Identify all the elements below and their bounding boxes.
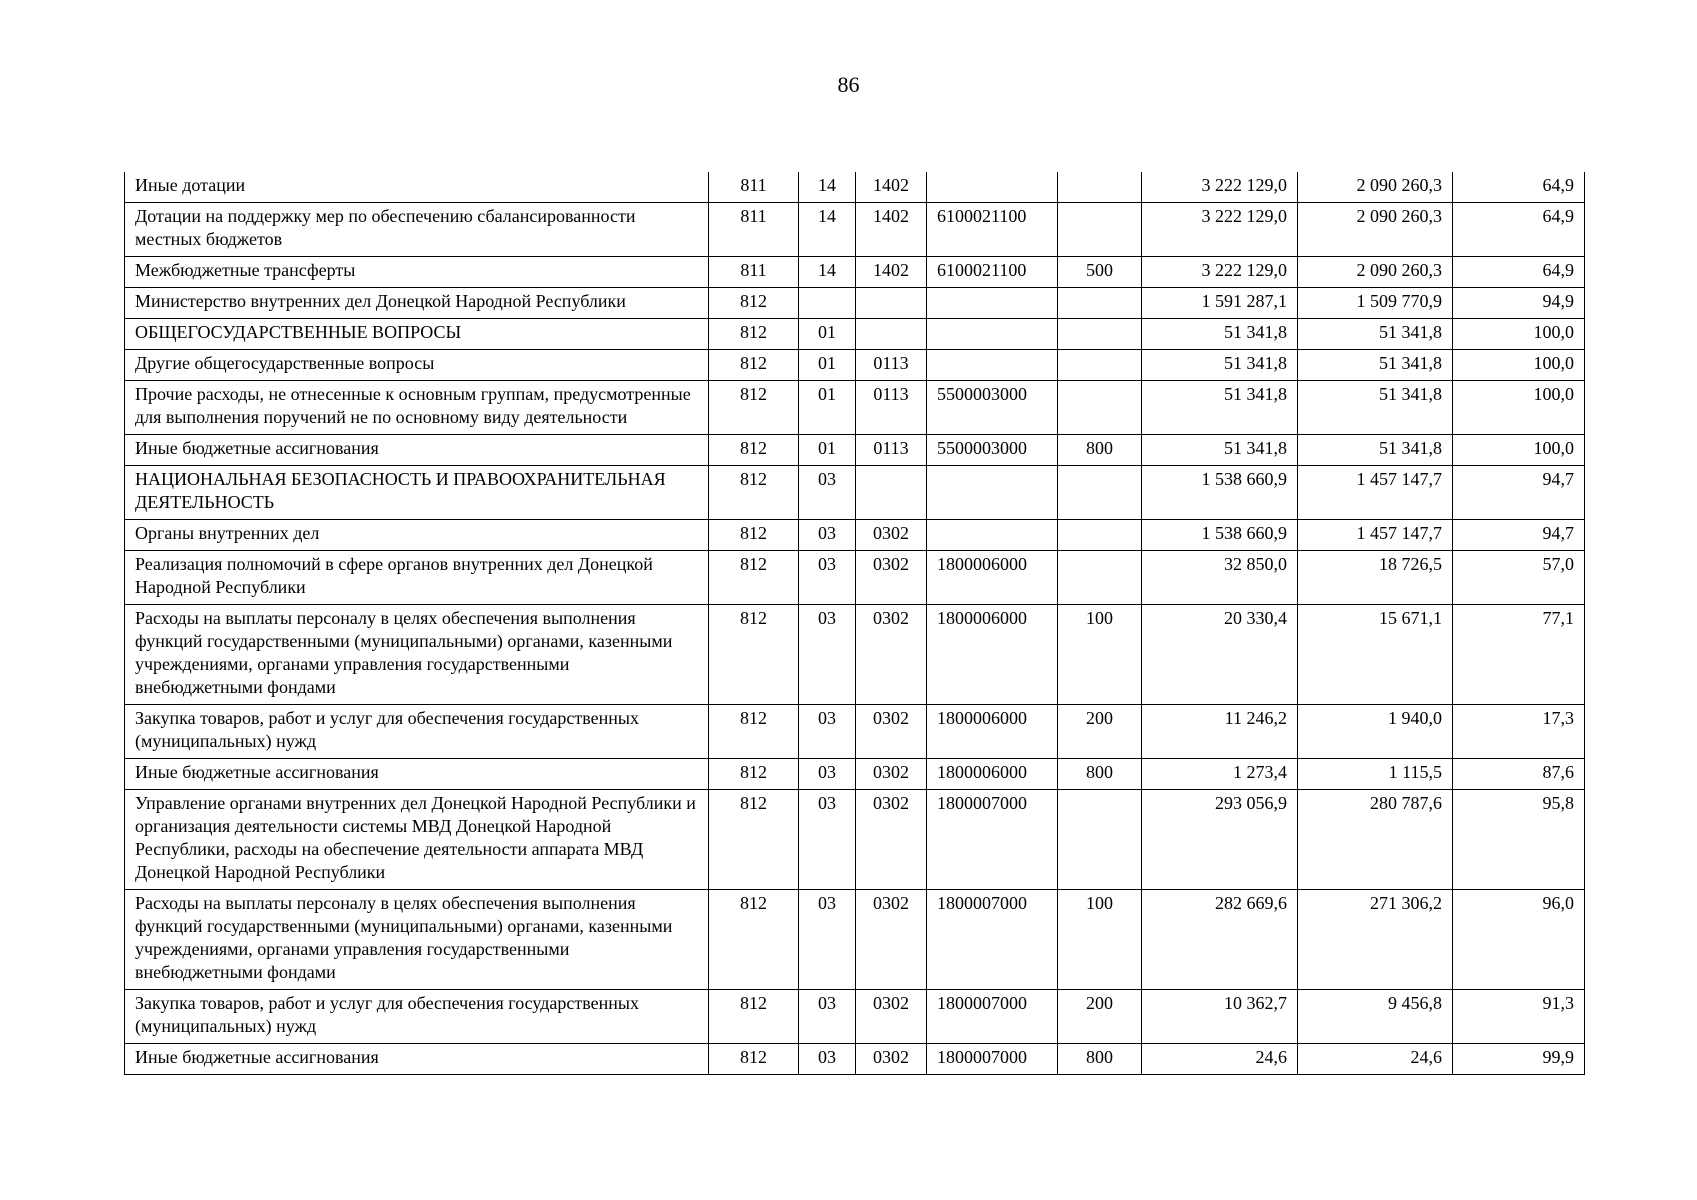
section-code-cell: 03 xyxy=(799,520,856,551)
admin-code-cell: 812 xyxy=(709,288,799,319)
actual-amount-cell: 1 509 770,9 xyxy=(1298,288,1453,319)
table-row xyxy=(125,172,1585,203)
table-row xyxy=(125,890,1585,990)
admin-code-cell: 812 xyxy=(709,350,799,381)
expense-type-cell: 800 xyxy=(1058,435,1142,466)
subsection-code-cell: 1402 xyxy=(856,172,927,203)
percent-cell: 94,9 xyxy=(1453,288,1585,319)
expense-type-cell xyxy=(1058,381,1142,435)
plan-amount-cell: 1 538 660,9 xyxy=(1142,466,1298,520)
section-code-cell xyxy=(799,288,856,319)
section-code-cell: 14 xyxy=(799,257,856,288)
row-name-cell: НАЦИОНАЛЬНАЯ БЕЗОПАСНОСТЬ И ПРАВООХРАНИТЕЛЬНАЯ ДЕЯТЕЛЬНОСТЬ xyxy=(125,466,709,520)
target-article-cell xyxy=(927,466,1058,520)
subsection-code-cell: 0113 xyxy=(856,350,927,381)
expense-type-cell: 800 xyxy=(1058,1044,1142,1075)
admin-code-cell: 812 xyxy=(709,890,799,990)
target-article-cell: 1800006000 xyxy=(927,759,1058,790)
admin-code-cell: 812 xyxy=(709,790,799,890)
expense-type-cell xyxy=(1058,466,1142,520)
plan-amount-cell: 51 341,8 xyxy=(1142,350,1298,381)
actual-amount-cell: 51 341,8 xyxy=(1298,381,1453,435)
subsection-code-cell: 0302 xyxy=(856,1044,927,1075)
plan-amount-cell: 3 222 129,0 xyxy=(1142,203,1298,257)
target-article-cell: 1800006000 xyxy=(927,605,1058,705)
expense-type-cell xyxy=(1058,172,1142,203)
actual-amount-cell: 1 457 147,7 xyxy=(1298,466,1453,520)
plan-amount-cell: 3 222 129,0 xyxy=(1142,257,1298,288)
expense-type-cell: 800 xyxy=(1058,759,1142,790)
target-article-cell: 5500003000 xyxy=(927,381,1058,435)
section-code-cell: 03 xyxy=(799,466,856,520)
actual-amount-cell: 1 457 147,7 xyxy=(1298,520,1453,551)
table-row xyxy=(125,790,1585,890)
subsection-code-cell: 1402 xyxy=(856,203,927,257)
section-code-cell: 01 xyxy=(799,350,856,381)
table-row xyxy=(125,381,1585,435)
expense-type-cell: 100 xyxy=(1058,890,1142,990)
table-row xyxy=(125,759,1585,790)
actual-amount-cell: 51 341,8 xyxy=(1298,350,1453,381)
percent-cell: 64,9 xyxy=(1453,257,1585,288)
expense-type-cell: 100 xyxy=(1058,605,1142,705)
target-article-cell xyxy=(927,319,1058,350)
percent-cell: 100,0 xyxy=(1453,381,1585,435)
actual-amount-cell: 24,6 xyxy=(1298,1044,1453,1075)
admin-code-cell: 811 xyxy=(709,257,799,288)
target-article-cell: 1800007000 xyxy=(927,990,1058,1044)
expense-type-cell xyxy=(1058,288,1142,319)
expense-type-cell xyxy=(1058,203,1142,257)
row-name-cell: Министерство внутренних дел Донецкой Народной Республики xyxy=(125,288,709,319)
row-name-cell: Другие общегосударственные вопросы xyxy=(125,350,709,381)
section-code-cell: 03 xyxy=(799,551,856,605)
row-name-cell: Прочие расходы, не отнесенные к основным группам, предусмотренные для выполнения поручений не по основному виду деятельности xyxy=(125,381,709,435)
expense-type-cell: 200 xyxy=(1058,705,1142,759)
percent-cell: 64,9 xyxy=(1453,172,1585,203)
plan-amount-cell: 51 341,8 xyxy=(1142,381,1298,435)
expense-type-cell xyxy=(1058,551,1142,605)
row-name-cell: Расходы на выплаты персоналу в целях обеспечения выполнения функций государственными (муниципальными) органами, казенными учреждениями, органами управления государственными внебюджетными фондами xyxy=(125,890,709,990)
target-article-cell: 1800006000 xyxy=(927,551,1058,605)
plan-amount-cell: 24,6 xyxy=(1142,1044,1298,1075)
row-name-cell: Иные бюджетные ассигнования xyxy=(125,759,709,790)
subsection-code-cell xyxy=(856,319,927,350)
percent-cell: 87,6 xyxy=(1453,759,1585,790)
expense-type-cell xyxy=(1058,520,1142,551)
actual-amount-cell: 18 726,5 xyxy=(1298,551,1453,605)
percent-cell: 77,1 xyxy=(1453,605,1585,705)
admin-code-cell: 811 xyxy=(709,172,799,203)
admin-code-cell: 812 xyxy=(709,990,799,1044)
percent-cell: 91,3 xyxy=(1453,990,1585,1044)
target-article-cell xyxy=(927,350,1058,381)
percent-cell: 100,0 xyxy=(1453,319,1585,350)
actual-amount-cell: 2 090 260,3 xyxy=(1298,203,1453,257)
percent-cell: 96,0 xyxy=(1453,890,1585,990)
percent-cell: 95,8 xyxy=(1453,790,1585,890)
plan-amount-cell: 282 669,6 xyxy=(1142,890,1298,990)
subsection-code-cell: 0113 xyxy=(856,435,927,466)
expense-type-cell: 200 xyxy=(1058,990,1142,1044)
percent-cell: 99,9 xyxy=(1453,1044,1585,1075)
expense-type-cell xyxy=(1058,319,1142,350)
percent-cell: 100,0 xyxy=(1453,435,1585,466)
subsection-code-cell: 0302 xyxy=(856,520,927,551)
target-article-cell xyxy=(927,172,1058,203)
expense-type-cell xyxy=(1058,350,1142,381)
budget-table xyxy=(124,172,1585,1075)
table-row xyxy=(125,520,1585,551)
table-body xyxy=(125,172,1585,1075)
actual-amount-cell: 51 341,8 xyxy=(1298,319,1453,350)
plan-amount-cell: 20 330,4 xyxy=(1142,605,1298,705)
target-article-cell: 1800006000 xyxy=(927,705,1058,759)
section-code-cell: 01 xyxy=(799,381,856,435)
subsection-code-cell: 0302 xyxy=(856,705,927,759)
percent-cell: 94,7 xyxy=(1453,466,1585,520)
subsection-code-cell xyxy=(856,466,927,520)
subsection-code-cell: 0302 xyxy=(856,790,927,890)
subsection-code-cell: 0302 xyxy=(856,759,927,790)
actual-amount-cell: 1 940,0 xyxy=(1298,705,1453,759)
row-name-cell: Дотации на поддержку мер по обеспечению сбалансированности местных бюджетов xyxy=(125,203,709,257)
percent-cell: 94,7 xyxy=(1453,520,1585,551)
admin-code-cell: 812 xyxy=(709,551,799,605)
actual-amount-cell: 15 671,1 xyxy=(1298,605,1453,705)
admin-code-cell: 812 xyxy=(709,605,799,705)
row-name-cell: Закупка товаров, работ и услуг для обеспечения государственных (муниципальных) нужд xyxy=(125,705,709,759)
actual-amount-cell: 1 115,5 xyxy=(1298,759,1453,790)
table-row xyxy=(125,435,1585,466)
row-name-cell: Иные бюджетные ассигнования xyxy=(125,435,709,466)
table-row xyxy=(125,605,1585,705)
plan-amount-cell: 51 341,8 xyxy=(1142,319,1298,350)
admin-code-cell: 812 xyxy=(709,759,799,790)
subsection-code-cell: 0302 xyxy=(856,990,927,1044)
row-name-cell: Иные бюджетные ассигнования xyxy=(125,1044,709,1075)
subsection-code-cell: 0113 xyxy=(856,381,927,435)
subsection-code-cell: 0302 xyxy=(856,551,927,605)
section-code-cell: 03 xyxy=(799,890,856,990)
row-name-cell: Расходы на выплаты персоналу в целях обеспечения выполнения функций государственными (муниципальными) органами, казенными учреждениями, органами управления государственными внебюджетными фондами xyxy=(125,605,709,705)
section-code-cell: 03 xyxy=(799,1044,856,1075)
actual-amount-cell: 280 787,6 xyxy=(1298,790,1453,890)
actual-amount-cell: 9 456,8 xyxy=(1298,990,1453,1044)
table-row xyxy=(125,288,1585,319)
table-row xyxy=(125,350,1585,381)
table-row xyxy=(125,319,1585,350)
target-article-cell: 6100021100 xyxy=(927,203,1058,257)
percent-cell: 64,9 xyxy=(1453,203,1585,257)
target-article-cell xyxy=(927,520,1058,551)
table-row xyxy=(125,705,1585,759)
percent-cell: 57,0 xyxy=(1453,551,1585,605)
actual-amount-cell: 51 341,8 xyxy=(1298,435,1453,466)
subsection-code-cell: 1402 xyxy=(856,257,927,288)
plan-amount-cell: 3 222 129,0 xyxy=(1142,172,1298,203)
actual-amount-cell: 271 306,2 xyxy=(1298,890,1453,990)
target-article-cell: 1800007000 xyxy=(927,1044,1058,1075)
admin-code-cell: 811 xyxy=(709,203,799,257)
target-article-cell: 6100021100 xyxy=(927,257,1058,288)
expense-type-cell xyxy=(1058,790,1142,890)
row-name-cell: Иные дотации xyxy=(125,172,709,203)
admin-code-cell: 812 xyxy=(709,381,799,435)
page-number: 86 xyxy=(837,72,860,97)
section-code-cell: 03 xyxy=(799,790,856,890)
plan-amount-cell: 293 056,9 xyxy=(1142,790,1298,890)
admin-code-cell: 812 xyxy=(709,520,799,551)
row-name-cell: Управление органами внутренних дел Донецкой Народной Республики и организация деятельности системы МВД Донецкой Народной Республики, расходы на обеспечение деятельности аппарата МВД Донецкой Народной Республики xyxy=(125,790,709,890)
section-code-cell: 03 xyxy=(799,605,856,705)
table-row xyxy=(125,466,1585,520)
section-code-cell: 14 xyxy=(799,203,856,257)
plan-amount-cell: 51 341,8 xyxy=(1142,435,1298,466)
row-name-cell: Закупка товаров, работ и услуг для обеспечения государственных (муниципальных) нужд xyxy=(125,990,709,1044)
admin-code-cell: 812 xyxy=(709,705,799,759)
expense-type-cell: 500 xyxy=(1058,257,1142,288)
plan-amount-cell: 10 362,7 xyxy=(1142,990,1298,1044)
plan-amount-cell: 11 246,2 xyxy=(1142,705,1298,759)
row-name-cell: Органы внутренних дел xyxy=(125,520,709,551)
row-name-cell: ОБЩЕГОСУДАРСТВЕННЫЕ ВОПРОСЫ xyxy=(125,319,709,350)
target-article-cell: 1800007000 xyxy=(927,890,1058,990)
table-row xyxy=(125,257,1585,288)
actual-amount-cell: 2 090 260,3 xyxy=(1298,257,1453,288)
admin-code-cell: 812 xyxy=(709,319,799,350)
section-code-cell: 14 xyxy=(799,172,856,203)
admin-code-cell: 812 xyxy=(709,1044,799,1075)
table-row xyxy=(125,1044,1585,1075)
plan-amount-cell: 1 273,4 xyxy=(1142,759,1298,790)
subsection-code-cell: 0302 xyxy=(856,605,927,705)
admin-code-cell: 812 xyxy=(709,435,799,466)
plan-amount-cell: 32 850,0 xyxy=(1142,551,1298,605)
section-code-cell: 03 xyxy=(799,990,856,1044)
plan-amount-cell: 1 538 660,9 xyxy=(1142,520,1298,551)
percent-cell: 100,0 xyxy=(1453,350,1585,381)
section-code-cell: 03 xyxy=(799,759,856,790)
percent-cell: 17,3 xyxy=(1453,705,1585,759)
admin-code-cell: 812 xyxy=(709,466,799,520)
target-article-cell xyxy=(927,288,1058,319)
subsection-code-cell xyxy=(856,288,927,319)
table-row xyxy=(125,990,1585,1044)
section-code-cell: 03 xyxy=(799,705,856,759)
table-row xyxy=(125,203,1585,257)
row-name-cell: Реализация полномочий в сфере органов внутренних дел Донецкой Народной Республики xyxy=(125,551,709,605)
target-article-cell: 5500003000 xyxy=(927,435,1058,466)
actual-amount-cell: 2 090 260,3 xyxy=(1298,172,1453,203)
table-row xyxy=(125,551,1585,605)
row-name-cell: Межбюджетные трансферты xyxy=(125,257,709,288)
plan-amount-cell: 1 591 287,1 xyxy=(1142,288,1298,319)
section-code-cell: 01 xyxy=(799,435,856,466)
subsection-code-cell: 0302 xyxy=(856,890,927,990)
section-code-cell: 01 xyxy=(799,319,856,350)
target-article-cell: 1800007000 xyxy=(927,790,1058,890)
